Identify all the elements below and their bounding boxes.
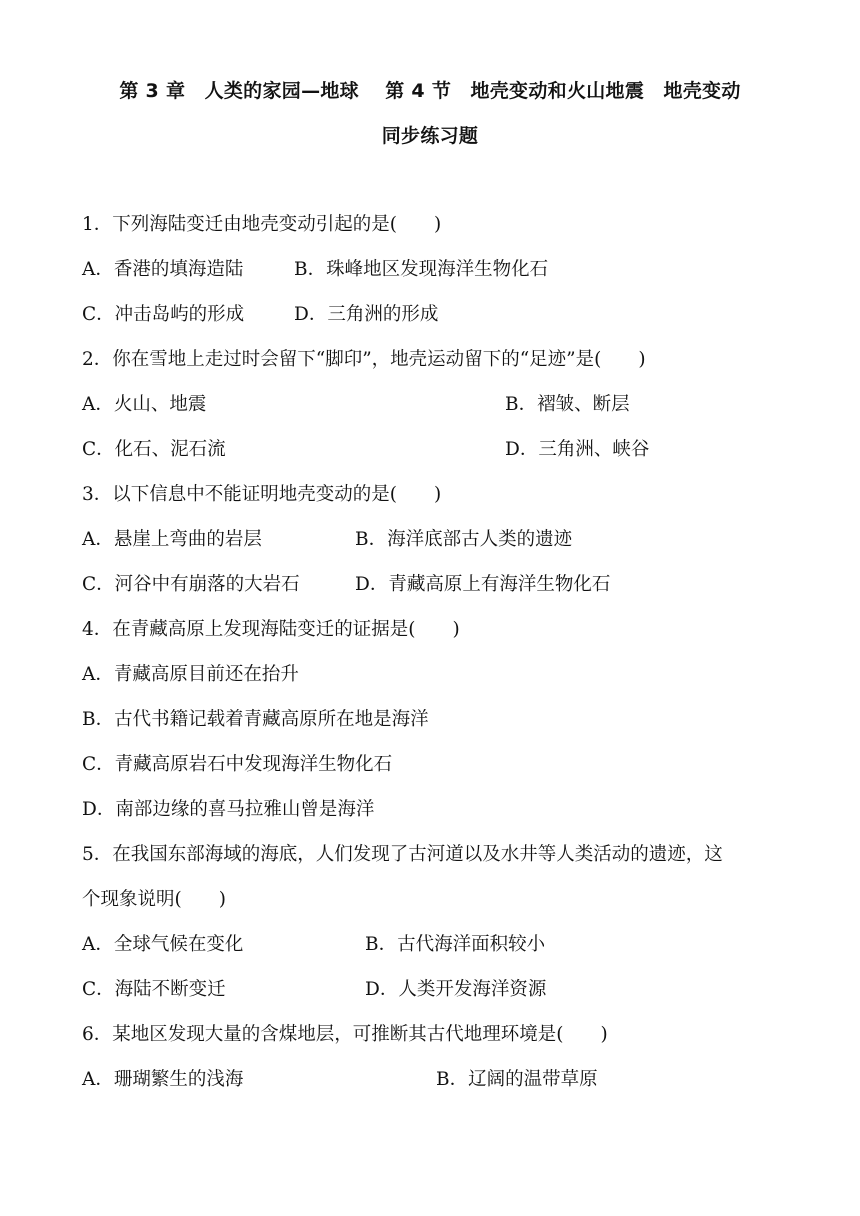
question-4-option-d: D．南部边缘的喜马拉雅山曾是海洋 — [82, 799, 375, 820]
question-1-option-b: B．珠峰地区发现海洋生物化石 — [294, 259, 549, 280]
question-1-option-a: A．香港的填海造陆 — [82, 259, 244, 280]
question-3-option-d: D．青藏高原上有海洋生物化石 — [355, 574, 611, 595]
page-title: 第 3 章 人类的家园—地球 第 4 节 地壳变动和火山地震 地壳变动 — [119, 80, 741, 102]
question-4-option-c: C．青藏高原岩石中发现海洋生物化石 — [82, 754, 393, 775]
question-3-option-a: A．悬崖上弯曲的岩层 — [82, 529, 262, 550]
question-4-stem: 4．在青藏高原上发现海陆变迁的证据是( ) — [82, 619, 460, 640]
question-2-option-a: A．火山、地震 — [82, 394, 207, 415]
question-3-option-b: B．海洋底部古人类的遗迹 — [355, 529, 573, 550]
question-6-option-a: A．珊瑚繁生的浅海 — [82, 1069, 244, 1090]
question-3-stem: 3．以下信息中不能证明地壳变动的是( ) — [82, 484, 442, 505]
question-2-stem: 2．你在雪地上走过时会留下“脚印”，地壳运动留下的“足迹”是( ) — [82, 349, 646, 370]
page-subtitle: 同步练习题 — [381, 125, 479, 147]
question-6-option-b: B．辽阔的温带草原 — [436, 1069, 598, 1090]
question-6-stem: 6．某地区发现大量的含煤地层，可推断其古代地理环境是( ) — [82, 1024, 608, 1045]
question-4-option-b: B．古代书籍记载着青藏高原所在地是海洋 — [82, 709, 429, 730]
question-2-option-b: B．褶皱、断层 — [505, 394, 630, 415]
question-5-option-c: C．海陆不断变迁 — [82, 979, 226, 1000]
question-5-option-a: A．全球气候在变化 — [82, 934, 244, 955]
question-3-option-c: C．河谷中有崩落的大岩石 — [82, 574, 300, 595]
question-2-option-c: C．化石、泥石流 — [82, 439, 226, 460]
question-1-option-d: D．三角洲的形成 — [294, 304, 439, 325]
question-5-stem-line-2: 个现象说明( ) — [82, 889, 226, 910]
question-1-option-c: C．冲击岛屿的形成 — [82, 304, 245, 325]
question-5-stem-line-1: 5．在我国东部海域的海底，人们发现了古河道以及水井等人类活动的遗迹，这 — [82, 844, 723, 865]
question-5-option-d: D．人类开发海洋资源 — [365, 979, 547, 1000]
question-1-stem: 1．下列海陆变迁由地壳变动引起的是( ) — [82, 214, 442, 235]
question-4-option-a: A．青藏高原目前还在抬升 — [82, 664, 299, 685]
question-5-option-b: B．古代海洋面积较小 — [365, 934, 546, 955]
question-2-option-d: D．三角洲、峡谷 — [505, 439, 650, 460]
